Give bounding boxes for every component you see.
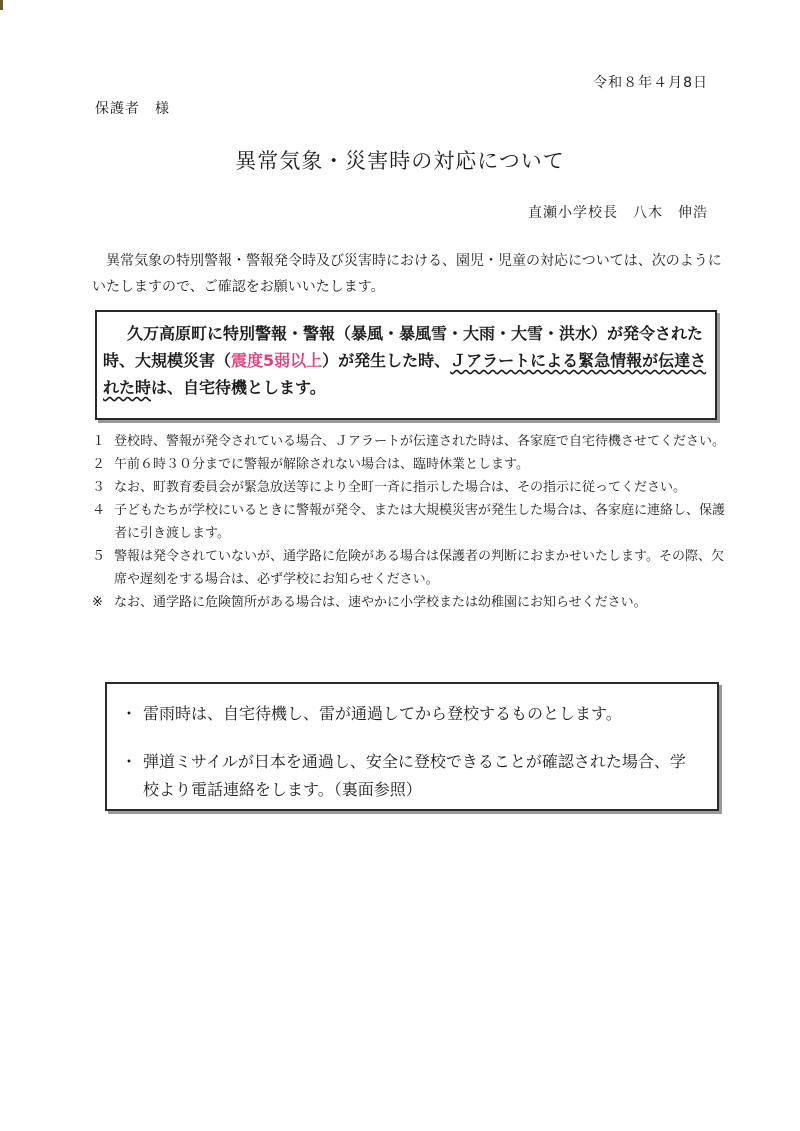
special-cases-box xyxy=(105,682,719,811)
list-item xyxy=(92,545,732,591)
intro-paragraph: 異常気象の特別警報・警報発令時及び災害時における、園児・児童の対応については、次のようにいたしますので、ご確認をお願いいたします。 xyxy=(92,253,722,295)
list-item xyxy=(92,453,732,476)
list-item-number: ２ xyxy=(92,457,106,472)
bullet-text: 雷雨時は、自宅待機し、雷が通過してから登校するものとします。 xyxy=(143,704,622,723)
list-item-number: ４ xyxy=(92,503,106,518)
notice-part2: ）が発生した時、 xyxy=(322,351,451,370)
notice-part3: は、自宅待機とします。 xyxy=(151,378,326,397)
notice-part1: 久万高原町に特別警報・警報（暴風・暴風雪・大雨・大雪・洪水）が発令された時、大規模災害（ xyxy=(103,324,704,370)
procedure-list xyxy=(92,430,732,614)
list-item-number: １ xyxy=(92,434,106,449)
list-item-text: 子どもたちが学校にいるときに警報が発令、または大規模災害が発生した場合は、各家庭に連絡し、保護者に引き渡します。 xyxy=(114,503,726,541)
bullet-item-missile xyxy=(121,748,701,804)
scan-corner-mark xyxy=(0,0,3,10)
list-item-text: なお、町教育委員会が緊急放送等により全町一斉に指示した場合は、その指示に従ってください。 xyxy=(114,480,687,495)
list-item-number: ３ xyxy=(92,480,106,495)
bullet-mark: ・ xyxy=(121,704,138,723)
bullet-mark: ・ xyxy=(121,752,138,771)
list-item xyxy=(92,499,732,545)
recipient: 保護者 様 xyxy=(95,101,170,117)
bullet-item-thunderstorm xyxy=(121,700,701,728)
list-item-text: 午前６時３０分までに警報が解除されない場合は、臨時休業とします。 xyxy=(114,457,529,472)
author: 直瀬小学校長 八木 伸浩 xyxy=(528,205,708,221)
page-title: 異常気象・災害時の対応について xyxy=(235,149,565,173)
notice-box xyxy=(95,310,717,420)
list-item-text: 警報は発令されていないが、通学路に危険がある場合は保護者の判断におまかせいたします。その際、欠席や遅刻をする場合は、必ず学校にお知らせください。 xyxy=(114,549,724,587)
note-text: なお、通学路に危険箇所がある場合は、速やかに小学校または幼稚園にお知らせください。 xyxy=(114,595,647,610)
list-item xyxy=(92,430,732,453)
note-mark: ※ xyxy=(92,595,103,610)
j-alert-condition: Ｊアラートによる緊急情報が伝達された時 xyxy=(103,351,707,397)
notice-text xyxy=(103,320,709,401)
list-item xyxy=(92,476,732,499)
bullet-text: 弾道ミサイルが日本を通過し、安全に登校できることが確認された場合、学校より電話連絡をします。（裏面参照） xyxy=(143,752,686,799)
list-item-number: ５ xyxy=(92,549,106,564)
list-item-text: 登校時、警報が発令されている場合、Ｊアラートが伝達された時は、各家庭で自宅待機させてください。 xyxy=(114,434,726,449)
list-item-note xyxy=(92,591,732,614)
document-date: 令和８年４月8日 xyxy=(593,75,708,91)
earthquake-threshold: 震度5弱以上 xyxy=(231,351,323,370)
